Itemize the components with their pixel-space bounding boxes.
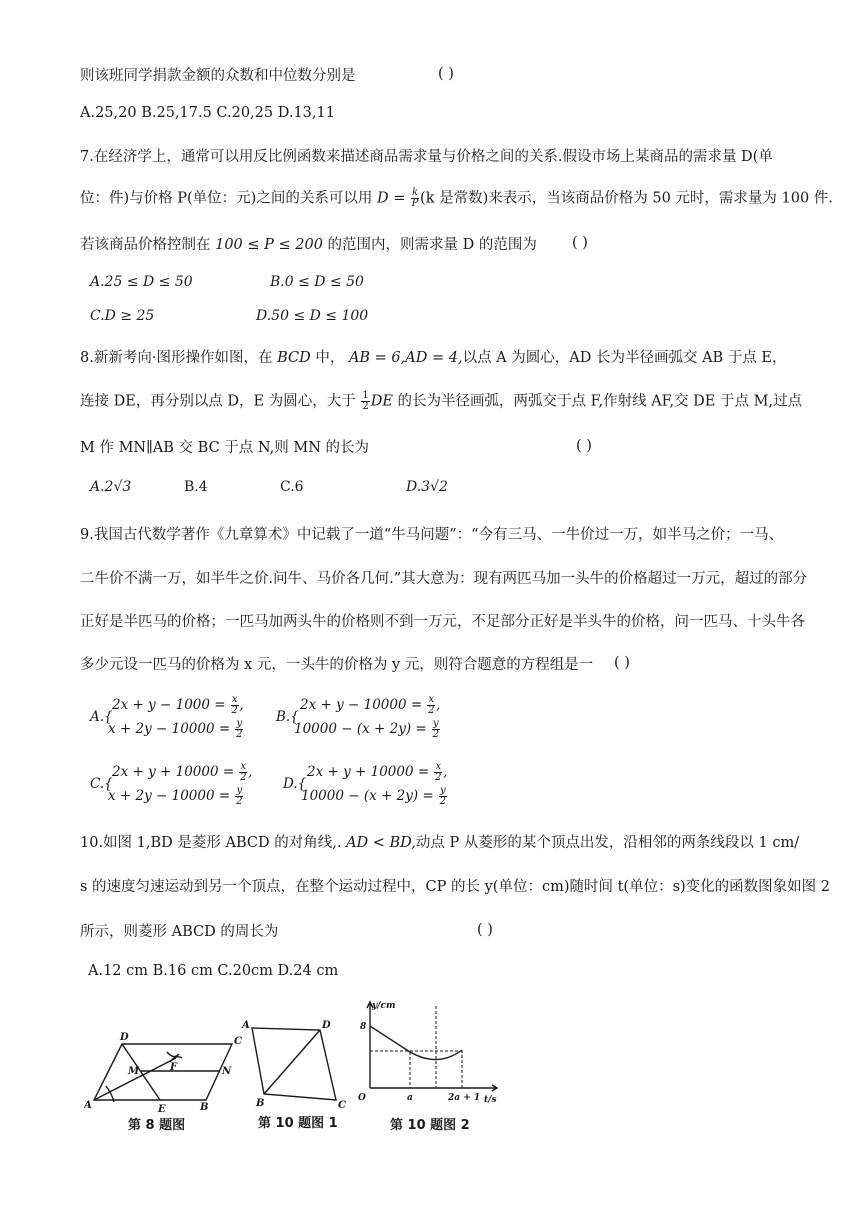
q7-option-c: C.D ≥ 25 [90, 308, 155, 324]
q7-line2: 位：件)与价格 P(单位：元)之间的关系可以用 D = $\frac{k}{P}$ (k 是常数)来表示，当该商品价格为 50 元时，需求量为 100 件. [80, 187, 833, 209]
q10-label-a: A [242, 1020, 250, 1031]
q8-option-b: B.4 [184, 479, 208, 495]
q10-line3: 所示，则菱形 ABCD 的周长为 [80, 924, 279, 940]
q6-bracket: ( ) [438, 66, 454, 82]
q8-line3: M 作 MN∥AB 交 BC 于点 N,则 MN 的长为 [80, 440, 370, 456]
q8-label-b: B [200, 1102, 209, 1113]
q8-bracket: ( ) [576, 438, 592, 454]
q7-line1: 7.在经济学上，通常可以用反比例函数来描述商品需求量与价格之间的关系.假设市场上某商品的需求量 D(单 [80, 149, 773, 165]
q9-line1: 9.我国古代数学著作《九章算术》中记载了一道“牛马问题”：“今有三马、一牛价过一万，如半马之价；一马、 [80, 527, 784, 543]
graph-origin-label: O [358, 1093, 366, 1103]
q10-bracket: ( ) [477, 922, 493, 938]
q8-line2: 连接 DE，再分别以点 D，E 为圆心，大于 $\frac{1}{2}$ DE 的长为半径画弧，两弧交于点 F,作射线 AF,交 DE 于点 M,过点 [80, 390, 803, 412]
q10-options: A.12 cm B.16 cm C.20cm D.24 cm [88, 963, 339, 979]
figure-q8-caption: 第 8 题图 [128, 1118, 186, 1133]
q10-line1: 10.如图 1,BD 是菱形 ABCD 的对角线,. AD < BD,动点 P 从菱形的某个顶点出发，沿相邻的两条线段以 1 cm/ [80, 835, 800, 851]
q8-label-n: N [222, 1066, 232, 1077]
q9-line2: 二牛价不满一万，如半牛之价.问牛、马价各几何.”其大意为：现有两匹马加一头牛的价格超过一万元，超过的部分 [80, 571, 808, 587]
q8-label-e: E [158, 1104, 166, 1114]
q9-option-b: B.{ 2x + y − 10000 = $\frac{x}{2}$ , 10000 − (x + 2y) = $\frac{y}{2}$ [276, 694, 441, 740]
q10-diagonal-bd [264, 1030, 320, 1094]
q8-half-fraction: $\frac{1}{2}$ [362, 390, 369, 412]
q7-line3: 若该商品价格控制在 100 ≤ P ≤ 200 的范围内，则需求量 D 的范围为 [80, 237, 537, 253]
q10-label-d: D [322, 1020, 331, 1031]
q8-option-c: C.6 [280, 479, 304, 495]
q8-parallelogram-outline [94, 1044, 232, 1100]
q8-label-d: D [120, 1032, 129, 1043]
q8-label-a: A [84, 1100, 92, 1111]
graph-curve [370, 1026, 462, 1060]
q9-option-d: D.{ 2x + y + 10000 = $\frac{x}{2}$ , 10000 − (x + 2y) = $\frac{y}{2}$ [283, 761, 448, 807]
q8-label-c: C [234, 1036, 242, 1047]
q10-line2: s 的速度匀速运动到另一个顶点，在整个运动过程中，CP 的长 y(单位：cm)随时间 t(单位：s)变化的函数图象如图 2 [80, 879, 831, 895]
figure-q10-graph [356, 996, 506, 1108]
graph-tick-a: a [407, 1093, 413, 1103]
q10-label-c: C [338, 1100, 346, 1110]
q8-line1: 8.新新考向·图形操作如图，在 BCD 中， AB = 6,AD = 4,以点 A 为圆心，AD 长为半径画弧交 AB 于点 E， [80, 350, 787, 366]
q9-option-a: A.{ 2x + y − 1000 = $\frac{x}{2}$ , x + 2y − 10000 = $\frac{y}{2}$ [90, 694, 244, 740]
figure-q10-rhombus [240, 1018, 350, 1110]
graph-t-label: t/s [484, 1095, 497, 1105]
q6-options: A.25,20 B.25,17.5 C.20,25 D.13,11 [80, 105, 335, 121]
q7-option-d: D.50 ≤ D ≤ 100 [256, 308, 369, 324]
figure-q10-1-caption: 第 10 题图 1 [258, 1116, 338, 1131]
q7-bracket: ( ) [572, 235, 588, 251]
q9-line4: 多少元设一匹马的价格为 x 元，一头牛的价格为 y 元，则符合题意的方程组是一 [80, 657, 594, 673]
figure-q8-parallelogram [84, 1024, 244, 1114]
q10-label-b: B [256, 1098, 265, 1109]
q8-arc-f1 [167, 1052, 179, 1057]
q8-option-d: D.3√2 [406, 479, 448, 495]
figure-q10-2-caption: 第 10 题图 2 [390, 1118, 470, 1133]
q9-line3: 正好是半匹马的价格；一匹马加两头牛的价格则不到一万元，不足部分正好是半头牛的价格，问一匹马、十头牛各 [80, 614, 805, 630]
q6-stem: 则该班同学捐款金额的众数和中位数分别是 [80, 68, 356, 84]
q8-label-f: F [170, 1062, 178, 1073]
q9-option-c: C.{ 2x + y + 10000 = $\frac{x}{2}$ , x + 2y − 10000 = $\frac{y}{2}$ [90, 761, 253, 807]
q8-label-m: M [128, 1066, 140, 1077]
q7-option-b: B.0 ≤ D ≤ 50 [270, 274, 364, 290]
q7-fraction: $\frac{k}{P}$ [411, 187, 419, 209]
graph-tick-8: 8 [360, 1022, 367, 1032]
q8-option-a: A.2√3 [90, 479, 132, 495]
graph-y-label: y/cm [372, 1001, 396, 1011]
q9-bracket: ( ) [614, 655, 630, 671]
q7-option-a: A.25 ≤ D ≤ 50 [90, 274, 193, 290]
q10-rhombus-outline [252, 1028, 336, 1100]
graph-tick-2a1: 2a + 1 [448, 1093, 481, 1103]
